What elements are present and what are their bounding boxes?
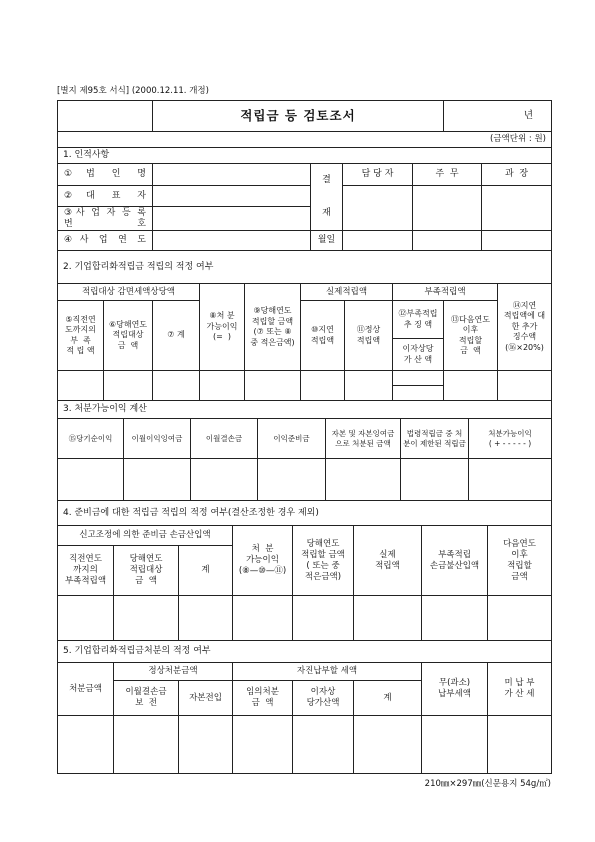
s2-col12-interest-value [392,385,444,401]
form-title: 적립금 등 검토조서 [152,100,444,132]
s3-restricted-reserve-header: 법령적립금 중 처 분이 제한된 적립금 [400,418,469,459]
s3-retained-earnings-value [123,458,191,501]
role-officer: 주 무 [412,163,482,186]
s5-self-pay-group-header: 자진납부할 세액 [232,662,422,681]
s2-col13-value [443,370,498,401]
s5-disposal-amount-value [57,715,114,774]
s2-col14-value [497,370,552,401]
s4-current-target-header: 당해연도 적립대상 금 액 [113,545,179,596]
s2-col5-header: ⑤직전연 도까지의 부 족 적 립 액 [57,300,104,371]
s3-restricted-reserve-value [400,458,469,501]
s3-capital-disposal-value [325,458,401,501]
s3-legal-reserve-value [257,458,326,501]
s4-reserve-group-header: 신고조정에 의한 준비금 손금산입액 [57,525,233,546]
s4-to-reserve-value [292,595,354,641]
s5-deficit-offset-value [113,715,179,774]
s2-col5-value [57,370,104,401]
s2-col8-value [199,370,245,401]
s5-interest-addition-value [292,715,354,774]
corp-name-label-text: ①법 인 명 [64,169,146,179]
fiscal-year-label-text: ④사 업 연 도 [64,235,146,245]
s3-net-income-value [57,458,124,501]
s3-deficit-header: 이월결손금 [190,418,258,459]
s5-unpaid-penalty-header: 미 납 부 가 산 세 [487,662,552,716]
title-left-blank [57,100,153,132]
role-staff: 담 당 자 [342,163,413,186]
form-number-note: [별지 제95호 서식] (2000.12.11. 개정) [57,86,209,96]
fiscal-year-label [57,230,153,251]
s3-deficit-value [190,458,258,501]
s5-self-pay-total-value [353,715,422,774]
approval-label-cell [310,163,343,231]
s5-capital-transfer-header: 자본전입 [178,680,233,716]
s2-col12-value [392,370,444,386]
s5-voluntary-disposal-header: 임의처분 금 액 [232,680,293,716]
section-2-heading: 2. 기업합리화적립금 적립의 적정 여부 [57,250,552,284]
s4-total-value [178,595,233,641]
s4-current-target-value [113,595,179,641]
s4-next-year-header: 다음연도 이후 적립할 금액 [487,525,552,596]
s5-voluntary-disposal-value [232,715,293,774]
s2-col9-value [244,370,301,401]
s2-col6-value [103,370,153,401]
s2-col11-header: ⑪정상 적립액 [344,300,393,371]
s2-col10-header: ⑩지연 적립액 [300,300,345,371]
sign-officer [412,185,482,231]
s3-disposable-profit-header: 처분가능이익 ( + - - - - - ) [468,418,552,459]
s2-col12-header: ⑫부족적립 추 징 액 [392,300,444,339]
s5-unpaid-penalty-value [487,715,552,774]
s3-disposable-profit-value [468,458,552,501]
s4-shortfall-nondeductible-header: 부족적립 손금불산입액 [421,525,488,596]
approval-label-top: 결 [322,175,331,186]
paper-spec-footer: 210㎜×297㎜(신문용지 54g/㎡) [424,779,551,789]
representative-label [57,185,153,207]
s5-normal-group-header: 정상처분금액 [113,662,233,681]
s2-col14-header: ⑭지연 적립액에 대 한 추가 징수액 (⑯×20%) [497,283,552,371]
s4-to-reserve-header: 당해연도 적립할 금액 ( 또는 중 적은금액) [292,525,354,596]
business-reg-no-field [152,206,311,231]
s4-disposable-profit-value [232,595,293,641]
s5-deficit-offset-header: 이월결손금 보 전 [113,680,179,716]
sign-manager [481,185,552,231]
date-officer [412,230,482,251]
s5-underpaid-tax-header: 무(과소) 납부세액 [421,662,488,716]
section-1-heading: 1. 인적사항 [57,147,552,164]
s2-actual-group-header: 실제적립액 [300,283,393,301]
representative-field [152,185,311,207]
year-cell: 년 [443,100,552,132]
s2-col11-value [344,370,393,401]
s5-underpaid-tax-value [421,715,488,774]
role-manager: 과 장 [481,163,552,186]
approval-date-label: 월일 [310,230,343,251]
s3-net-income-header: ⑮당기순이익 [57,418,124,459]
s2-col8-header: ⑧처 분 가능이익 (= ) [199,283,245,371]
corp-name-label [57,163,153,186]
s4-disposable-profit-header: 처 분 가능이익 (⑧—⑩—⑪) [232,525,293,596]
s2-col12-interest-header: 이자상당 가 산 액 [392,338,444,371]
representative-label-text: ②대 표 자 [64,190,146,201]
s2-reduction-group-header: 적립대상 감면세액상당액 [57,283,200,301]
date-manager [481,230,552,251]
s2-col10-value [300,370,345,401]
section-3-heading: 3. 처분가능이익 계산 [57,400,552,419]
fiscal-year-field [152,230,311,251]
s5-self-pay-total-header: 계 [353,680,422,716]
s3-retained-earnings-header: 이월이익잉여금 [123,418,191,459]
sign-staff [342,185,413,231]
s3-capital-disposal-header: 자본 및 자본잉여금 으로 처분된 금액 [325,418,401,459]
s2-col7-value [152,370,200,401]
s4-total-header: 계 [178,545,233,596]
approval-label-bottom: 재 [322,208,331,219]
s2-shortfall-group-header: 부족적립액 [392,283,498,301]
s5-capital-transfer-value [178,715,233,774]
s5-interest-addition-header: 이자상 당가산액 [292,680,354,716]
s5-disposal-amount-header: 처분금액 [57,662,114,716]
s4-shortfall-nondeductible-value [421,595,488,641]
s2-col7-header: ⑦ 계 [152,300,200,371]
s3-legal-reserve-header: 이익준비금 [257,418,326,459]
business-reg-no-label [57,206,153,231]
s4-prior-shortfall-header: 직전연도 까지의 부족적립액 [57,545,114,596]
s4-actual-reserve-header: 실제 적립액 [353,525,422,596]
s2-col9-header: ⑨당해연도 적립할 금액 (⑦ 또는 ⑧ 중 적은금액) [244,283,301,371]
s2-col13-header: ⑬다음연도 이후 적립할 금 액 [443,300,498,371]
business-reg-no-label-text: ③사 업 자 등 록 번 호 [64,207,146,229]
corp-name-field [152,163,311,186]
s4-prior-shortfall-value [57,595,114,641]
s4-next-year-value [487,595,552,641]
section-5-heading: 5. 기업합리화적립금처분의 적정 여부 [57,640,552,663]
amount-unit-note: (금액단위 : 원) [57,131,552,148]
date-staff [342,230,413,251]
s2-col6-header: ⑥당해연도 적립대상 금 액 [103,300,153,371]
section-4-heading: 4. 준비금에 대한 적립금 적립의 적정 여부(결산조정한 경우 제외) [57,500,552,526]
s4-actual-reserve-value [353,595,422,641]
